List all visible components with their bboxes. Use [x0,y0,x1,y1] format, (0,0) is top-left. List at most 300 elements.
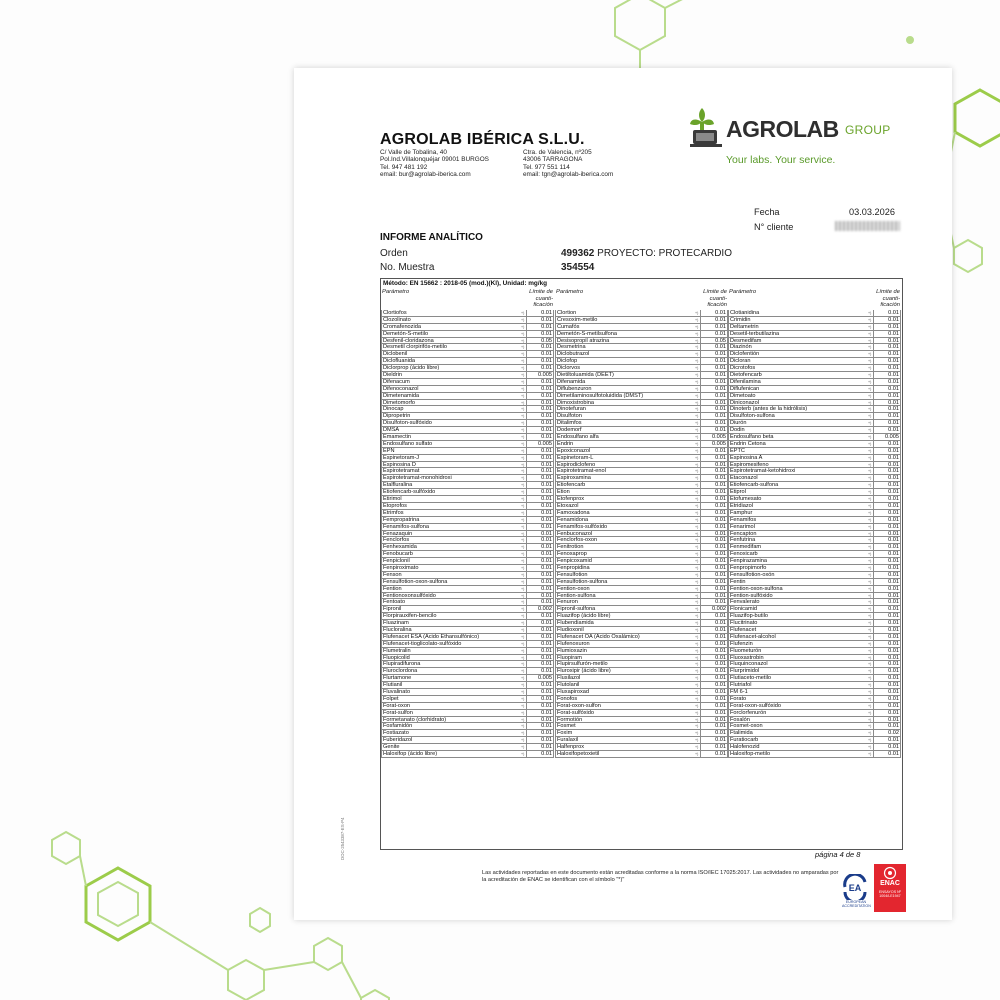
limit-value: 0.01 [541,668,552,675]
cell-divider [526,620,527,627]
table-row [381,317,554,324]
cell-divider [526,593,527,600]
accreditation-marker: +) [521,586,525,591]
parameter-name: Flurprimidol [730,668,760,675]
table-row [728,468,901,475]
cell-divider [873,696,874,703]
parameter-name: FM 6-1 [730,688,748,695]
parameter-name: Desisopropil atrazina [557,337,610,344]
enac-seal-icon [882,866,898,880]
accreditation-marker: +) [695,352,699,357]
parameter-name: Fenpiclonil [383,558,410,565]
accreditation-marker: +) [695,752,699,756]
accreditation-marker: +) [868,752,872,756]
logo-slogan: Your labs. Your service. [726,154,836,166]
table-row [381,655,554,662]
cell-divider [873,475,874,482]
limit-value: 0.01 [715,551,726,558]
table-row [555,627,728,634]
parameter-name: Folpet [383,695,399,702]
parameter-name: Dinocap [383,406,404,413]
accreditation-marker: +) [868,407,872,412]
accreditation-marker: +) [868,469,872,474]
cell-divider [700,427,701,434]
limit-value: 0.01 [541,475,552,482]
limit-value: 0.01 [715,633,726,640]
limit-value: 0.01 [541,695,552,702]
table-row [381,634,554,641]
accreditation-marker: +) [868,448,872,453]
cell-divider [526,386,527,393]
cell-divider [526,475,527,482]
limit-value: 0.01 [715,316,726,323]
cell-divider [700,641,701,648]
accreditation-marker: +) [521,683,525,688]
cell-divider [873,675,874,682]
limit-value: 0.01 [715,310,726,316]
limit-header-line: ficación [533,302,553,308]
accreditation-marker: +) [521,579,525,584]
limit-value: 0.01 [715,537,726,544]
table-row [728,620,901,627]
cell-divider [526,551,527,558]
cell-divider [700,379,701,386]
limit-header-line: ficación [707,302,727,308]
limit-value: 0.01 [541,316,552,323]
parameter-name: Fenpropimorfo [730,564,767,571]
parameter-name: Fosalón [730,716,750,723]
limit-value: 0.01 [541,323,552,330]
limit-value: 0.01 [715,613,726,620]
accreditation-marker: +) [695,648,699,653]
parameter-name: Espirotetramat-ketohidroxi [730,468,796,475]
limit-value: 0.01 [541,530,552,537]
limit-value: 0.01 [541,751,552,757]
table-row [555,537,728,544]
table-row [555,606,728,613]
parameter-name: Fenfutrina [730,537,756,544]
accreditation-marker: +) [695,345,699,350]
table-row [728,344,901,351]
table-row [555,730,728,737]
table-row [728,338,901,345]
limit-value: 0.01 [888,440,899,447]
cell-divider [873,668,874,675]
limit-value: 0.01 [888,406,899,413]
limit-value: 0.01 [888,447,899,454]
table-row [381,331,554,338]
parameter-name: Diurón [730,420,747,427]
limit-value: 0.01 [888,599,899,606]
table-row [728,751,901,758]
cell-divider [700,599,701,606]
cell-divider [526,524,527,531]
limit-value: 0.01 [715,523,726,530]
parameter-name: Dietiltoluamida (DEET) [557,372,614,379]
accreditation-marker: +) [695,503,699,508]
table-row [555,593,728,600]
table-row [381,537,554,544]
cell-divider [873,627,874,634]
limit-value: 0.01 [541,709,552,716]
limit-value: 0.01 [715,427,726,434]
parameter-name: Etiofencarb-sulfóxido [383,489,436,496]
parameter-name: Dicrotofos [730,365,756,372]
cell-divider [873,351,874,358]
accreditation-marker: +) [868,586,872,591]
accreditation-marker: +) [868,428,872,433]
limit-value: 0.01 [715,620,726,627]
table-row [728,317,901,324]
table-row [381,572,554,579]
limit-value: 0.01 [541,434,552,441]
accreditation-marker: +) [868,676,872,681]
parameter-name: Flupirsulfurón-metilo [557,661,608,668]
limit-value: 0.01 [541,564,552,571]
limit-value: 0.01 [715,420,726,427]
table-row [555,393,728,400]
accreditation-marker: +) [695,745,699,750]
accreditation-marker: +) [521,538,525,543]
table-row [381,379,554,386]
parameter-name: Genite [383,744,400,751]
accreditation-marker: +) [695,469,699,474]
cell-divider [700,503,701,510]
parameter-name: Fluazifop-butilo [730,613,768,620]
cell-divider [526,365,527,372]
proyecto-text: PROYECTO: PROTECARDIO [597,248,732,259]
cell-divider [526,324,527,331]
cell-divider [700,710,701,717]
table-row [555,723,728,730]
parameter-name: Flufenacet [730,626,757,633]
accreditation-marker: +) [695,634,699,639]
parameter-name: Fipronil [383,606,402,613]
cell-divider [526,613,527,620]
accreditation-marker: +) [695,400,699,405]
cell-divider [700,310,701,317]
parameter-name: Fention-oxon-sulfona [730,585,783,592]
cell-divider [873,310,874,317]
cell-divider [700,386,701,393]
table-row [555,462,728,469]
limit-value: 0.01 [541,454,552,461]
address-line: email: bur@agrolab-iberica.com [380,171,471,179]
accreditation-marker: +) [521,455,525,460]
parameter-name: Forato [730,695,747,702]
limit-value: 0.01 [888,392,899,399]
limit-value: 0.01 [715,571,726,578]
accreditation-marker: +) [695,393,699,398]
accreditation-marker: +) [868,317,872,322]
accreditation-marker: +) [868,696,872,701]
accreditation-note: Las actividades reportadas en este documento están acreditadas conforme a la norma ISO/IEC 17025:2017. Las actividades no amparadas por la acreditación de ENAC se identifican con el símbolo "*)" [482,870,839,883]
column-header [728,288,901,310]
accreditation-marker: +) [868,441,872,446]
table-row [555,682,728,689]
table-row [728,737,901,744]
cell-divider [700,572,701,579]
accreditation-marker: +) [695,373,699,378]
accreditation-marker: +) [521,366,525,371]
cell-divider [700,634,701,641]
table-row [381,434,554,441]
parameter-name: Fensulfotion-sulfona [557,578,608,585]
limit-value: 0.01 [888,709,899,716]
table-row [555,696,728,703]
accreditation-marker: +) [868,614,872,619]
limit-value: 0.01 [715,730,726,737]
table-row [728,613,901,620]
table-row [728,703,901,710]
table-row [381,627,554,634]
limit-value: 0.01 [541,599,552,606]
accreditation-marker: +) [868,311,872,315]
cell-divider [873,324,874,331]
cell-divider [873,344,874,351]
limit-value: 0.01 [541,330,552,337]
accreditation-marker: +) [695,593,699,598]
cell-divider [873,641,874,648]
address-line: 43006 TARRAGONA [523,156,583,164]
accreditation-marker: +) [868,483,872,488]
cell-divider [873,517,874,524]
accreditation-marker: +) [695,662,699,667]
table-row [555,358,728,365]
parameter-name: Dimetomorfo [383,399,416,406]
accreditation-marker: +) [868,648,872,653]
table-row [555,331,728,338]
accreditation-marker: +) [695,311,699,315]
parameter-name: Flufenacet-alcohol [730,633,776,640]
address-line: Ctra. de Valencia, nº205 [523,149,592,156]
cell-divider [873,358,874,365]
cell-divider [526,730,527,737]
parameter-name: Fenamifos-sulfóxido [557,523,608,530]
table-row [555,406,728,413]
table-row [555,338,728,345]
cell-divider [700,338,701,345]
limit-value: 0.01 [715,447,726,454]
cell-divider [526,744,527,751]
parameter-name: Demetón-S-metilsulfona [557,330,618,337]
cell-divider [526,482,527,489]
table-row [728,586,901,593]
parameter-name: Endosulfano sulfato [383,440,433,447]
parameter-name: Endosulfano beta [730,434,774,441]
page-number: página 4 de 8 [815,850,861,859]
limit-header-line: Límite de [703,289,727,295]
cell-divider [873,413,874,420]
cell-divider [526,565,527,572]
cell-divider [526,503,527,510]
company-name: AGROLAB IBÉRICA S.L.U. [380,131,585,148]
table-row [381,468,554,475]
parameter-name: Fenitrotion [557,544,584,551]
cell-divider [700,441,701,448]
parameter-name: Fenamidona [557,516,589,523]
accreditation-marker: +) [695,531,699,536]
parameter-name: Desetil-terbutilazina [730,330,780,337]
table-row [728,599,901,606]
accreditation-marker: +) [521,648,525,653]
table-row [555,744,728,751]
table-row [555,510,728,517]
accreditation-marker: +) [521,731,525,736]
limit-value: 0.01 [888,468,899,475]
table-row [381,696,554,703]
parameter-name: Diflufenican [730,385,760,392]
limit-header [876,289,900,309]
results-table [380,278,903,850]
parameter-name: Fluvalinato [383,688,411,695]
table-row [381,620,554,627]
parameter-name: Clortion [557,310,577,316]
table-row [555,737,728,744]
accreditation-marker: +) [695,545,699,550]
parameter-name: Flurtamone [383,675,412,682]
accreditation-marker: +) [868,600,872,605]
accreditation-marker: +) [521,407,525,412]
limit-value: 0.005 [885,434,899,441]
cell-divider [700,737,701,744]
limit-value: 0.01 [541,406,552,413]
limit-value: 0.01 [888,723,899,730]
limit-value: 0.01 [715,330,726,337]
cell-divider [700,393,701,400]
limit-value: 0.01 [541,344,552,351]
table-column-3 [728,288,901,847]
svg-text:EA: EA [848,883,862,893]
parameter-name: Etiofencarb-sulfona [730,482,779,489]
table-row [555,344,728,351]
limit-header-line: cuanti- [535,295,553,302]
cell-divider [873,372,874,379]
cell-divider [700,537,701,544]
parameter-name: Etaconazol [730,475,758,482]
limit-value: 0.005 [538,372,552,379]
limit-value: 0.01 [541,661,552,668]
limit-value: 0.01 [888,558,899,565]
parameter-name: Etalfluralina [383,482,413,489]
limit-value: 0.01 [888,344,899,351]
cell-divider [526,379,527,386]
table-row [555,427,728,434]
accreditation-marker: +) [695,483,699,488]
param-header: Parámetro [382,289,410,295]
limit-value: 0.01 [715,585,726,592]
limit-value: 0.01 [715,378,726,385]
parameter-name: Fencapton [730,530,757,537]
parameter-name: Forat-sulfóxido [557,709,594,716]
cell-divider [873,558,874,565]
parameter-name: Fenson [383,571,402,578]
address-line: Tel. 947 481 192 [380,163,428,171]
table-row [555,717,728,724]
parameter-name: Fluquinconazol [730,661,768,668]
cell-divider [526,517,527,524]
table-row [728,744,901,751]
table-row [381,393,554,400]
parameter-name: Ditalimfos [557,420,582,427]
accreditation-marker: +) [521,752,525,756]
accreditation-marker: +) [868,545,872,550]
table-row [728,641,901,648]
table-row [555,675,728,682]
parameter-name: Diniconazol [730,399,759,406]
parameter-name: Fluroxipir (ácido libre) [557,668,611,675]
limit-value: 0.01 [541,502,552,509]
accreditation-marker: +) [868,366,872,371]
accreditation-marker: +) [695,552,699,557]
parameter-name: Difenoconazol [383,385,419,392]
parameter-name: Fempropatrina [383,516,420,523]
cell-divider [700,468,701,475]
limit-value: 0.01 [715,695,726,702]
parameter-name: Flubendiamida [557,620,594,627]
accreditation-marker: +) [868,552,872,557]
cell-divider [700,372,701,379]
limit-value: 0.01 [888,564,899,571]
parameter-name: Fonofos [557,695,578,702]
table-row [555,551,728,558]
table-row [728,393,901,400]
cell-divider [526,420,527,427]
accreditation-marker: +) [521,524,525,529]
accreditation-marker: +) [868,559,872,564]
limit-value: 0.01 [715,702,726,709]
accreditation-marker: +) [695,572,699,577]
accreditation-marker: +) [521,352,525,357]
parameter-name: Espirodiclofeno [557,461,596,468]
cell-divider [700,558,701,565]
table-row [728,696,901,703]
parameter-name: Diclofentión [730,351,760,358]
limit-value: 0.01 [715,468,726,475]
limit-value: 0.01 [888,372,899,379]
cell-divider [700,668,701,675]
accreditation-marker: +) [695,510,699,515]
parameter-name: Etoprofos [383,502,407,509]
table-row [728,455,901,462]
cell-divider [873,482,874,489]
limit-value: 0.01 [888,399,899,406]
parameter-name: Espinosina D [383,461,416,468]
table-row [555,565,728,572]
parameter-name: Etofenprox [557,496,585,503]
limit-value: 0.01 [541,351,552,358]
accreditation-marker: +) [695,476,699,481]
enac-accreditation-number: ENSAYOS Nº 1004/LE1947 [878,890,901,898]
param-header: Parámetro [556,289,584,295]
accreditation-marker: +) [521,738,525,743]
cell-divider [873,544,874,551]
accreditation-marker: +) [695,559,699,564]
parameter-name: Endrin [557,440,574,447]
table-row [381,351,554,358]
cell-divider [526,310,527,317]
accreditation-marker: +) [695,331,699,336]
accreditation-marker: +) [868,655,872,660]
limit-value: 0.01 [888,571,899,578]
accreditation-marker: +) [521,724,525,729]
limit-value: 0.01 [888,716,899,723]
table-row [381,565,554,572]
cell-divider [700,661,701,668]
parameter-name: Fipronil-sulfona [557,606,596,613]
limit-value: 0.01 [715,413,726,420]
table-row [728,496,901,503]
